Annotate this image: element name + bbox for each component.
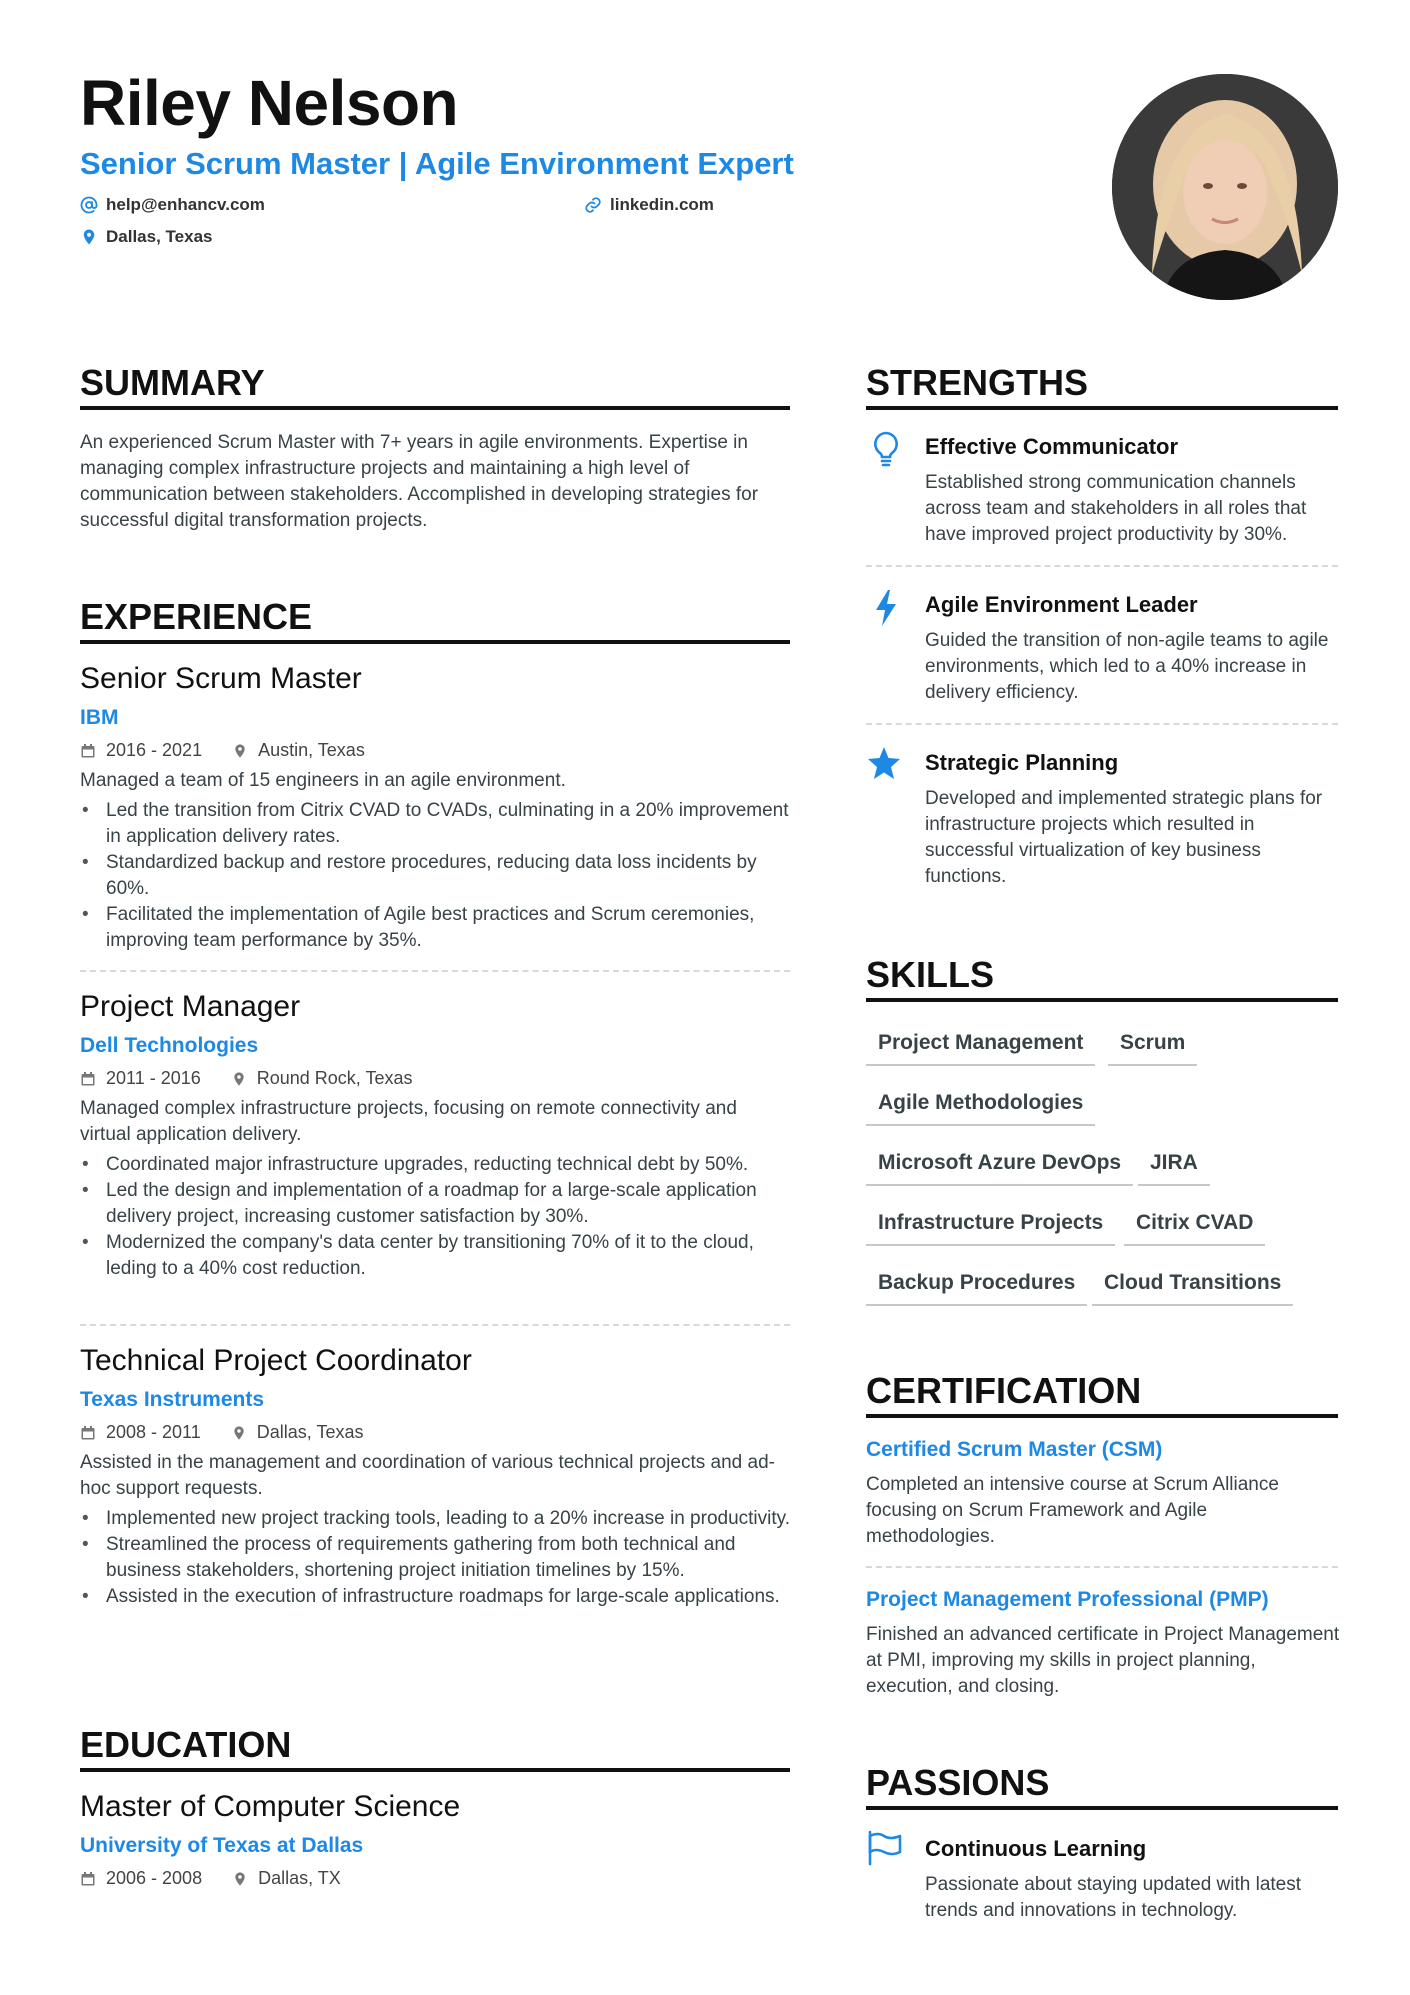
- job-summary: Managed complex infrastructure projects, focusing on remote connectivity and virtual application delivery.: [80, 1098, 737, 1145]
- job-dates: 2008 - 2011: [106, 1422, 201, 1442]
- school-name: University of Texas at Dallas: [80, 1834, 364, 1857]
- summary-rule: [80, 406, 790, 410]
- divider: [80, 970, 790, 972]
- strength-title: Strategic Planning: [925, 750, 1119, 775]
- list-item: • Led the design and implementation of a roadmap for a large-scale application delivery project, increasing customer satisfaction by 30%.: [80, 1178, 792, 1230]
- strength-desc: Developed and implemented strategic plans for infrastructure projects which resulted in successful virtualization of key business functions.: [925, 788, 1323, 887]
- skill-tag: Infrastructure Projects: [866, 1206, 1115, 1246]
- job-dates: 2011 - 2016: [106, 1068, 201, 1088]
- skills-heading: SKILLS: [866, 954, 995, 995]
- list-item: • Modernized the company's data center by transitioning 70% of it to the cloud, leding to a 40% cost reduction.: [80, 1230, 792, 1282]
- education-location: Dallas, TX: [258, 1868, 341, 1888]
- strength-title: Agile Environment Leader: [925, 592, 1198, 617]
- job-dates: 2016 - 2021: [106, 740, 203, 760]
- calendar-icon: [80, 1871, 96, 1887]
- skill-tag: Project Management: [866, 1026, 1095, 1066]
- passion-title: Continuous Learning: [925, 1836, 1147, 1861]
- candidate-name: Riley Nelson: [80, 67, 459, 139]
- job-summary: Assisted in the management and coordination of various technical projects and ad-hoc support requests.: [80, 1452, 775, 1499]
- strength-desc: Guided the transition of non-agile teams to agile environments, which led to a 40% increase in delivery efficiency.: [925, 630, 1329, 703]
- list-item: • Coordinated major infrastructure upgrades, reducting technical debt by 50%.: [80, 1152, 792, 1178]
- flag-icon: [866, 1828, 902, 1868]
- education-meta: [80, 1868, 371, 1889]
- list-item: • Implemented new project tracking tools, leading to a 20% increase in productivity.: [80, 1506, 792, 1532]
- job-title: Technical Project Coordinator: [80, 1344, 472, 1377]
- location-pin-icon: [231, 1425, 247, 1441]
- email-text: help@enhancv.com: [106, 195, 265, 214]
- job-bullets: [80, 1152, 792, 1282]
- list-item: • Led the transition from Citrix CVAD to CVADs, culminating in a 20% improvement in application delivery rates.: [80, 798, 792, 850]
- lightbulb-icon: [868, 430, 904, 470]
- divider: [866, 565, 1338, 567]
- job-location: Dallas, Texas: [256, 1422, 364, 1442]
- calendar-icon: [80, 1071, 96, 1087]
- job-meta: [80, 1422, 393, 1443]
- certification-rule: [866, 1414, 1338, 1418]
- strengths-rule: [866, 406, 1338, 410]
- linkedin-text: linkedin.com: [610, 195, 714, 214]
- job-meta: [80, 740, 395, 761]
- education-dates: 2006 - 2008: [106, 1868, 203, 1888]
- skill-tag: Citrix CVAD: [1124, 1206, 1265, 1246]
- degree-title: Master of Computer Science: [80, 1790, 461, 1823]
- summary-heading: SUMMARY: [80, 362, 265, 403]
- job-bullets: [80, 798, 792, 954]
- cert-desc: Completed an intensive course at Scrum Alliance focusing on Scrum Framework and Agile methodologies.: [866, 1474, 1279, 1547]
- job-bullets: [80, 1506, 792, 1610]
- certification-heading: CERTIFICATION: [866, 1370, 1142, 1411]
- job-meta: [80, 1068, 443, 1089]
- skill-tag: Agile Methodologies: [866, 1086, 1095, 1126]
- job-company: Dell Technologies: [80, 1034, 259, 1057]
- job-location: Round Rock, Texas: [256, 1068, 413, 1088]
- summary-text: An experienced Scrum Master with 7+ years in agile environments. Expertise in managing complex infrastructure projects and maintaining a high level of communication between stakeholders. Accomplished in developing strategies for successful digital transformation projects.: [80, 432, 759, 531]
- job-title: Senior Scrum Master: [80, 662, 362, 695]
- strength-title: Effective Communicator: [925, 434, 1179, 459]
- profile-photo: [1112, 74, 1338, 300]
- list-item: • Streamlined the process of requirements gathering from both technical and business stakeholders, shortening project initiation timelines by 15%.: [80, 1532, 792, 1584]
- location-pin-icon: [232, 1871, 248, 1887]
- experience-rule: [80, 640, 790, 644]
- calendar-icon: [80, 743, 96, 759]
- contact-email[interactable]: [80, 195, 265, 215]
- strengths-heading: STRENGTHS: [866, 362, 1089, 403]
- cert-title: Certified Scrum Master (CSM): [866, 1438, 1163, 1461]
- list-item: • Standardized backup and restore procedures, reducing data loss incidents by 60%.: [80, 850, 792, 902]
- contact-linkedin[interactable]: [584, 195, 714, 215]
- skill-tag: Scrum: [1108, 1026, 1197, 1066]
- job-title: Project Manager: [80, 990, 301, 1023]
- education-heading: EDUCATION: [80, 1724, 292, 1765]
- experience-heading: EXPERIENCE: [80, 596, 313, 637]
- list-item: • Facilitated the implementation of Agile best practices and Scrum ceremonies, improving team performance by 35%.: [80, 902, 792, 954]
- skill-tag: Backup Procedures: [866, 1266, 1087, 1306]
- passion-desc: Passionate about staying updated with latest trends and innovations in technology.: [925, 1874, 1302, 1921]
- job-company: IBM: [80, 706, 119, 729]
- skill-tag: Cloud Transitions: [1092, 1266, 1293, 1306]
- divider: [866, 723, 1338, 725]
- skill-tag: Microsoft Azure DevOps: [866, 1146, 1133, 1186]
- candidate-headline: Senior Scrum Master | Agile Environment Expert: [80, 146, 794, 181]
- strength-desc: Established strong communication channels across team and stakeholders in all roles that have improved project productivity by 30%.: [925, 472, 1307, 545]
- contact-location: [80, 227, 212, 247]
- passions-heading: PASSIONS: [866, 1762, 1050, 1803]
- job-company: Texas Instruments: [80, 1388, 265, 1411]
- lightning-icon: [868, 588, 904, 628]
- divider: [80, 1324, 790, 1326]
- calendar-icon: [80, 1425, 96, 1441]
- location-pin-icon: [80, 228, 98, 246]
- skills-rule: [866, 998, 1338, 1002]
- cert-title: Project Management Professional (PMP): [866, 1588, 1269, 1611]
- passions-rule: [866, 1806, 1338, 1810]
- at-icon: [80, 196, 98, 214]
- education-rule: [80, 1768, 790, 1772]
- location-text: Dallas, Texas: [106, 227, 213, 246]
- divider: [866, 1566, 1338, 1568]
- link-icon: [584, 196, 602, 214]
- cert-desc: Finished an advanced certificate in Project Management at PMI, improving my skills in project planning, execution, and closing.: [866, 1624, 1340, 1697]
- skill-tag: JIRA: [1138, 1146, 1210, 1186]
- job-summary: Managed a team of 15 engineers in an agile environment.: [80, 770, 566, 791]
- job-location: Austin, Texas: [258, 740, 365, 760]
- star-icon: [866, 744, 902, 784]
- location-pin-icon: [231, 1071, 247, 1087]
- location-pin-icon: [232, 743, 248, 759]
- list-item: • Assisted in the execution of infrastructure roadmaps for large-scale applications.: [80, 1584, 792, 1610]
